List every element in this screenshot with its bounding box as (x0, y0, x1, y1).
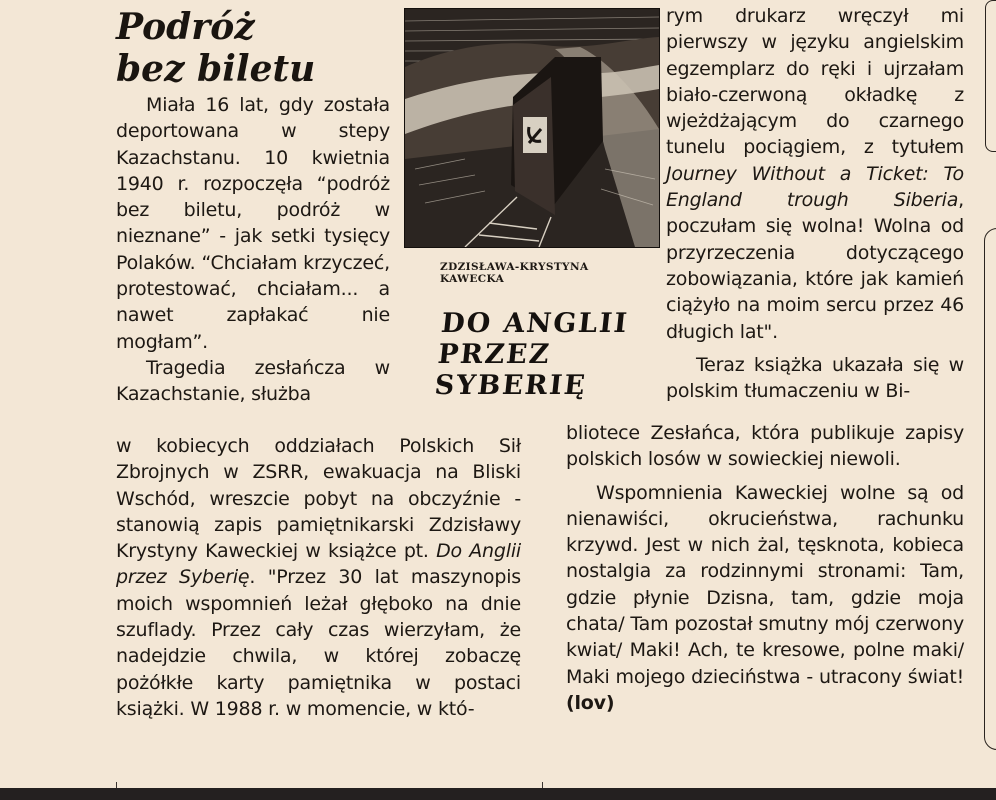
paragraph-2-continued (116, 433, 521, 722)
column-2-bottom (566, 420, 964, 716)
paragraph-3-continued: bliotece Zesłańca, która publikuje zapisy polskich losów w sowieckiej niewoli. (566, 422, 964, 471)
paragraph-2-text-a: w kobiecych oddziałach Polskich Sił Zbrojnych w ZSRR, ewakuacja na Bliski Wschód, wreszcie pobyt na obczyźnie - stanowią zapis pamiętnikarski Zdzisławy Krystyny Kaweckiej w książce pt. (116, 435, 521, 563)
paragraph-2-end (666, 3, 964, 345)
paragraph-2-text-c: rym drukarz wręczył mi pierwszy w języku angielskim egzemplarz do ręki i ujrzałam biało-czerwoną okładkę z wjeżdżającym do czarnego tunelu pociągiem, z tytułem (666, 5, 964, 159)
train-illustration (405, 9, 659, 247)
paragraph-4 (566, 480, 964, 717)
book-title-inline: Do Anglii przez Syberię (116, 540, 521, 589)
book-cover (404, 8, 660, 418)
adjacent-column-frame-top (985, 0, 996, 152)
paragraph-4-text: Wspomnienia Kaweckiej wolne są od nienawiści, okrucieństwa, rachunku krzywd. Jest w nich żal, tęsknota, kobieca nostalgia za rodzinnymi stronami: Tam, gdzie płynie Dzisna, tam, gdzie moja chata/ Tam pozostał smutny mój czerwony kwiat/ Maki! Ach, te kresowe, polne maki/ Maki mojego dzieciństwa - utracony świat! (566, 481, 964, 688)
paragraph-2-text-d: , poczułam się wolna! Wolna od przyrzeczenia dotyczącego zobowiązania, które jak kamień ciążyło na moim sercu przez 46 długich lat". (666, 189, 964, 343)
column-1-bottom (116, 433, 521, 722)
article-title-line-2: bez biletu (116, 48, 316, 90)
paragraph-2-start: Tragedia zesłańcza w Kazachstanie, służba (116, 356, 390, 406)
article-title-line-1: Podróż (116, 6, 255, 48)
english-title-inline: Journey Without a Ticket: To England trough Siberia (666, 162, 964, 212)
column-2-top (666, 3, 964, 404)
book-cover-title-line-3: SYBERIĘ (433, 370, 589, 401)
book-cover-author-line-1: ZDZISŁAWA-KRYSTYNA (440, 261, 589, 273)
paragraph-3-start: Teraz książka ukazała się w polskim tłumaczeniu w Bi- (666, 353, 964, 403)
page-bottom-edge (0, 788, 996, 800)
book-cover-title-line-2: PRZEZ (436, 339, 553, 370)
book-cover-author (440, 261, 589, 285)
book-cover-author-line-2: KAWECKA (440, 273, 505, 285)
adjacent-column-frame-bottom (984, 228, 996, 750)
column-1-top (116, 92, 390, 408)
book-cover-illustration (404, 8, 660, 248)
paragraph-1: Miała 16 lat, gdy została deportowana w stepy Kazachstanu. 10 kwietnia 1940 r. rozpoczęła “podróż bez biletu, podróż w nieznane” - jak setki tysięcy Polaków. “Chciałam krzyczeć, protestować, chciałam... a nawet zapłakać nie mogłam”. (116, 94, 390, 353)
article-title (116, 6, 315, 90)
book-cover-title-line-1: DO ANGLII (439, 308, 631, 339)
author-signature: (lov) (566, 691, 615, 714)
paragraph-2-text-b: . "Przez 30 lat maszynopis moich wspomnień leżał głęboko na dnie szuflady. Przez cały czas wierzyłam, że nadejdzie chwila, w której zobaczę pożółkłe karty pamiętnika w postaci książki. W 1988 r. w momencie, w któ- (116, 566, 521, 720)
book-cover-title (433, 308, 630, 401)
